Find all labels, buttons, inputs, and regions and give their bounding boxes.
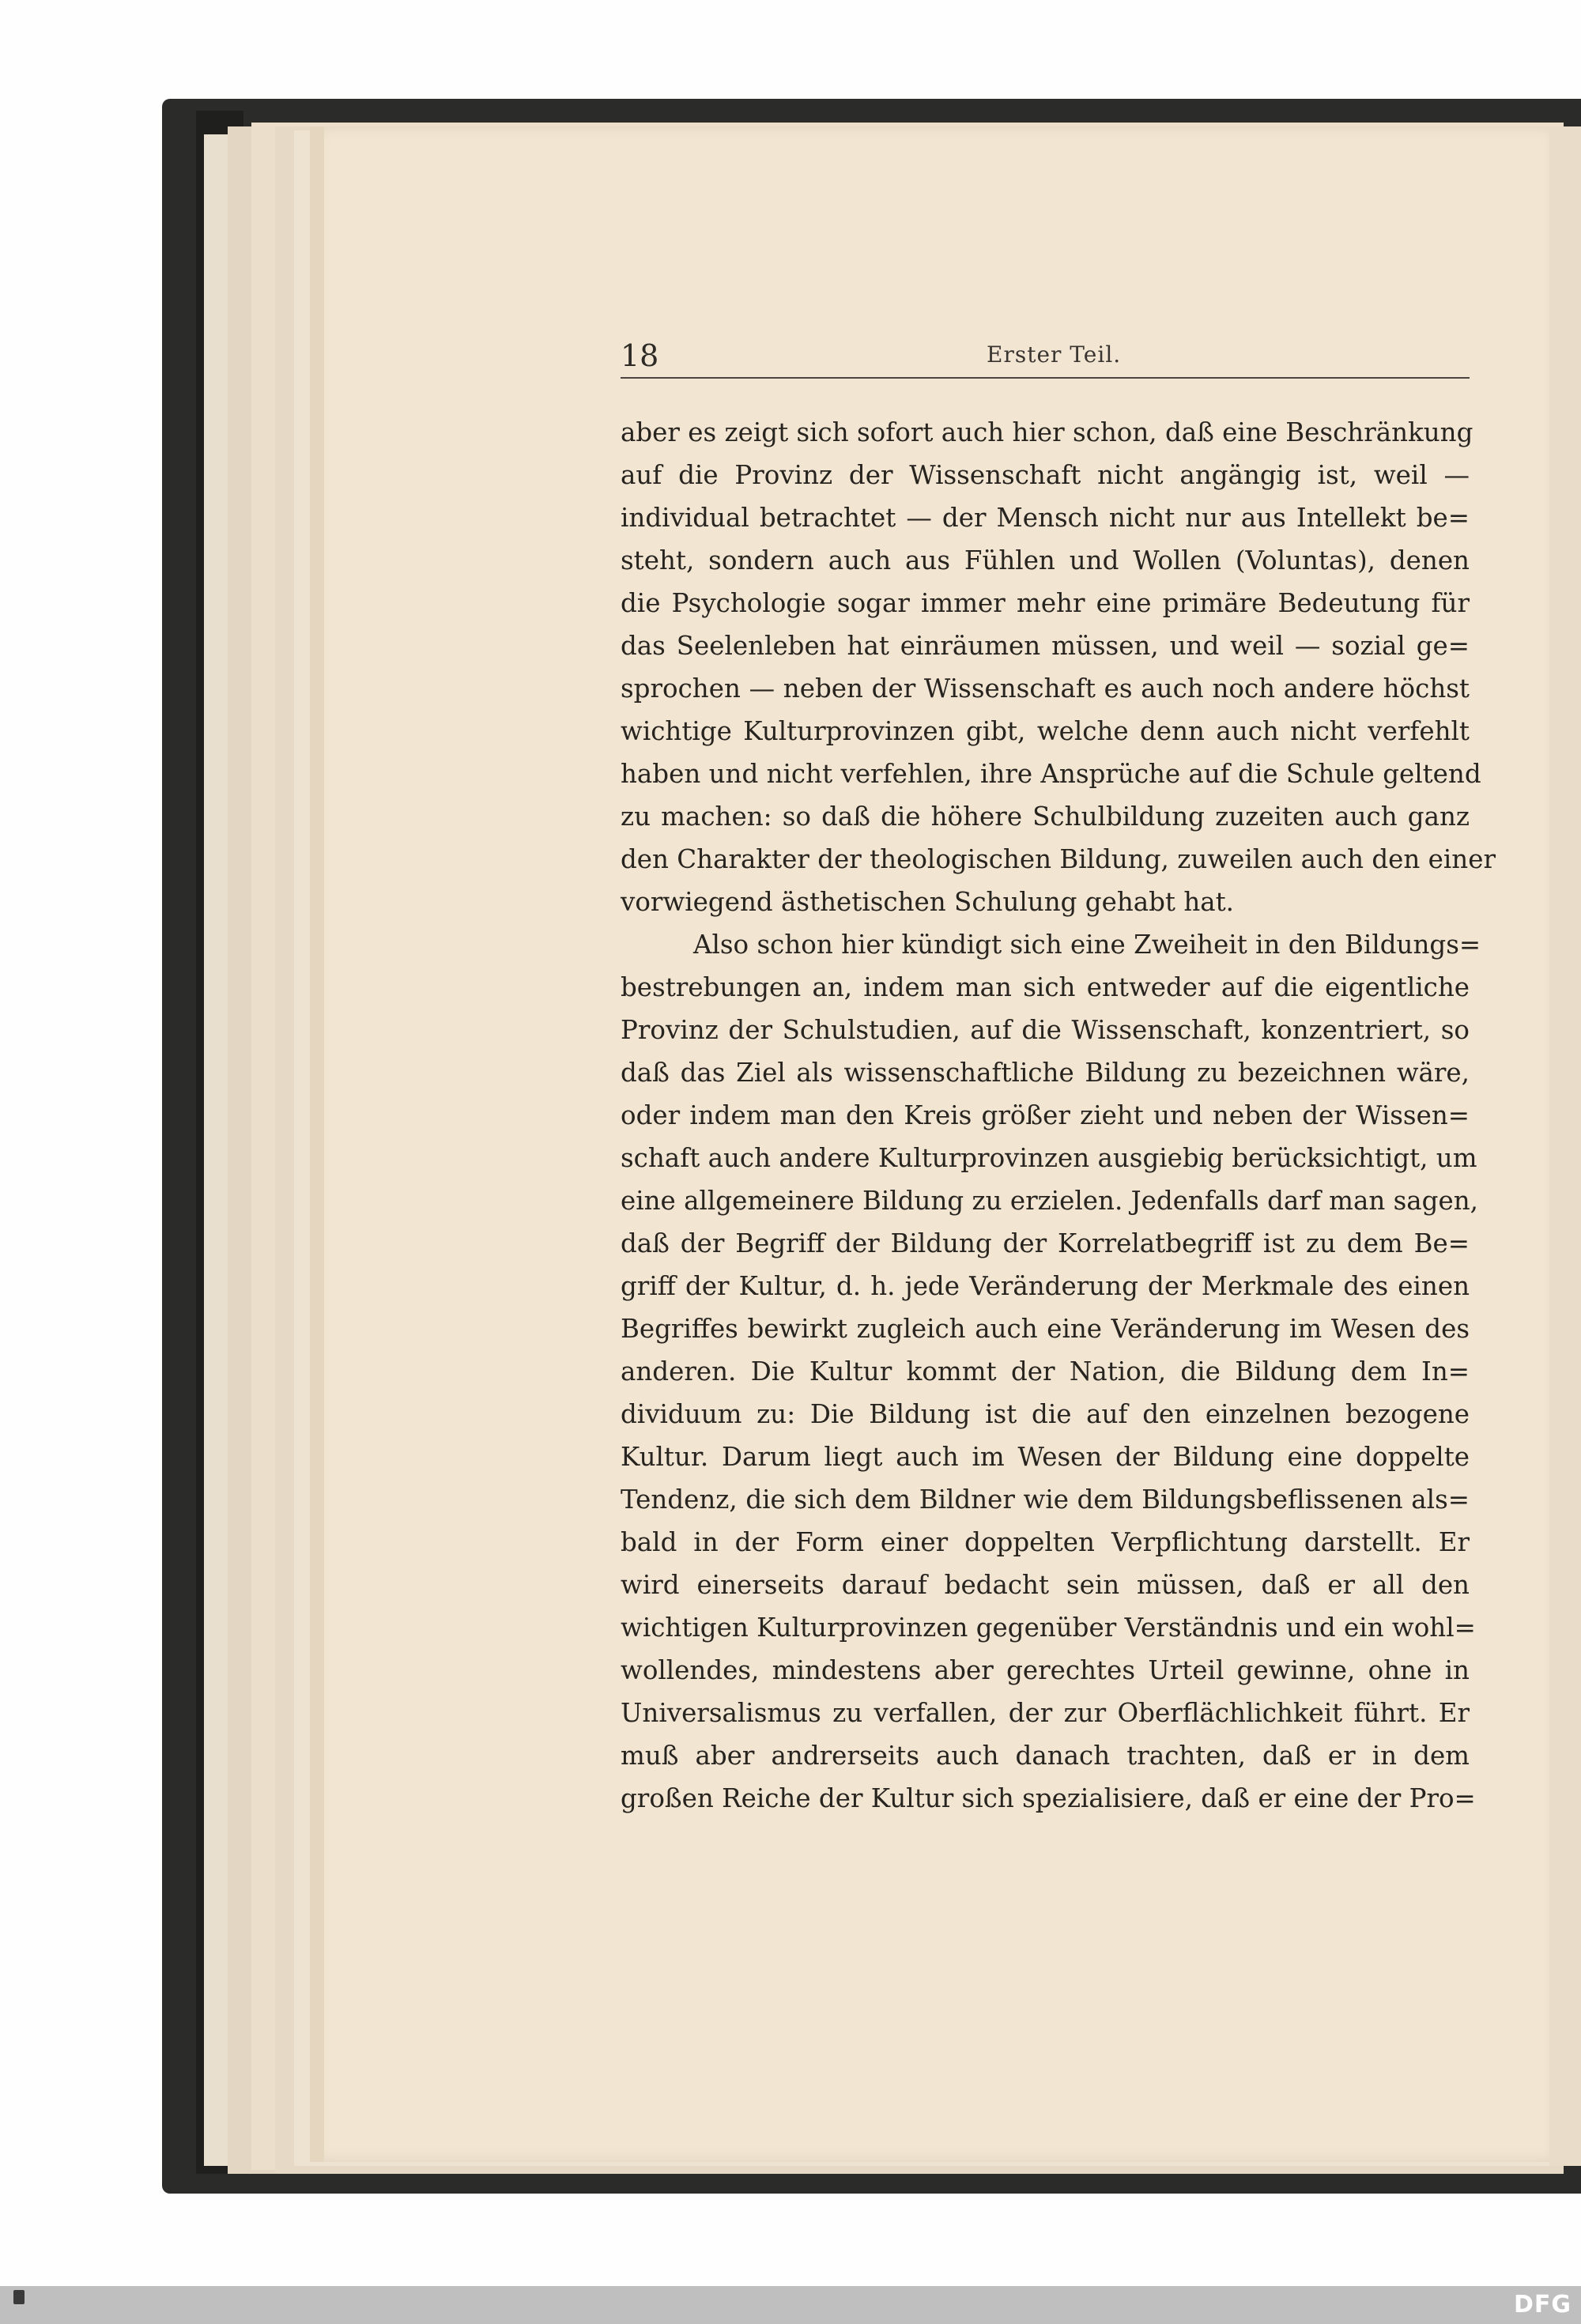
text-line: oder indem man den Kreis größer zieht und neben der Wissen= <box>621 1100 1470 1130</box>
text-line: daß das Ziel als wissenschaftliche Bildung zu bezeichnen wäre, <box>621 1058 1470 1088</box>
viewer-footer-bar <box>0 2286 1581 2324</box>
header-rule <box>621 377 1470 379</box>
text-line: sprochen — neben der Wissenschaft es auch noch andere höchst <box>621 673 1470 704</box>
text-line: bald in der Form einer doppelten Verpflichtung darstellt. Er <box>621 1527 1470 1557</box>
text-line: bestrebungen an, indem man sich entweder auf die eigentliche <box>621 972 1470 1002</box>
text-line: großen Reiche der Kultur sich spezialisiere, daß er eine der Pro= <box>621 1783 1476 1813</box>
text-line: anderen. Die Kultur kommt der Nation, die Bildung dem In= <box>621 1356 1470 1386</box>
dfg-logo: DFG <box>1513 2291 1572 2318</box>
text-line: Universalismus zu verfallen, der zur Oberflächlichkeit führt. Er <box>621 1698 1470 1728</box>
text-line: muß aber andrerseits auch danach trachten, daß er in dem <box>621 1741 1470 1771</box>
text-line: dividuum zu: Die Bildung ist die auf den einzelnen bezogene <box>621 1399 1470 1429</box>
text-line: griff der Kultur, d. h. jede Veränderung der Merkmale des einen <box>621 1271 1470 1301</box>
text-line: individual betrachtet — der Mensch nicht nur aus Intellekt be= <box>621 503 1470 533</box>
text-line: auf die Provinz der Wissenschaft nicht angängig ist, weil — <box>621 460 1470 490</box>
text-line: Provinz der Schulstudien, auf die Wissenschaft, konzentriert, so <box>621 1015 1470 1045</box>
text-line: schaft auch andere Kulturprovinzen ausgiebig berücksichtigt, um <box>621 1143 1477 1173</box>
text-line: den Charakter der theologischen Bildung, zuweilen auch den einer <box>621 844 1496 874</box>
text-line: wird einerseits darauf bedacht sein müssen, daß er all den <box>621 1570 1470 1600</box>
page-number: 18 <box>621 338 659 373</box>
body-text <box>621 411 1496 1820</box>
text-line: das Seelenleben hat einräumen müssen, und weil — sozial ge= <box>621 631 1470 661</box>
text-line: die Psychologie sogar immer mehr eine primäre Bedeutung für <box>621 588 1470 618</box>
text-line: Also schon hier kündigt sich eine Zweiheit in den Bildungs= <box>693 930 1481 960</box>
text-line: steht, sondern auch aus Fühlen und Wollen (Voluntas), denen <box>621 545 1470 575</box>
text-line: zu machen: so daß die höhere Schulbildung zuzeiten auch ganz <box>621 802 1470 832</box>
library-logo-icon <box>5 2290 33 2320</box>
text-line: Tendenz, die sich dem Bildner wie dem Bildungsbeflissenen als= <box>621 1485 1470 1515</box>
page-deckle-edge <box>310 126 324 2162</box>
facing-page-edge <box>1549 126 1581 2166</box>
text-line: aber es zeigt sich sofort auch hier schon, daß eine Beschränkung <box>621 417 1473 447</box>
text-line: haben und nicht verfehlen, ihre Ansprüche auf die Schule geltend <box>621 759 1481 789</box>
text-line: wollendes, mindestens aber gerechtes Urteil gewinne, ohne in <box>621 1655 1470 1685</box>
text-line: wichtigen Kulturprovinzen gegenüber Verständnis und ein wohl= <box>621 1613 1476 1643</box>
text-line: Begriffes bewirkt zugleich auch eine Veränderung im Wesen des <box>621 1314 1470 1344</box>
text-line: vorwiegend ästhetischen Schulung gehabt hat. <box>621 887 1235 917</box>
text-line: daß der Begriff der Bildung der Korrelatbegriff ist zu dem Be= <box>621 1228 1470 1258</box>
text-line: Kultur. Darum liegt auch im Wesen der Bildung eine doppelte <box>621 1442 1470 1472</box>
text-line: wichtige Kulturprovinzen gibt, welche denn auch nicht verfehlt <box>621 716 1470 746</box>
running-title: Erster Teil. <box>987 341 1122 368</box>
text-line: eine allgemeinere Bildung zu erzielen. Jedenfalls darf man sagen, <box>621 1186 1478 1216</box>
